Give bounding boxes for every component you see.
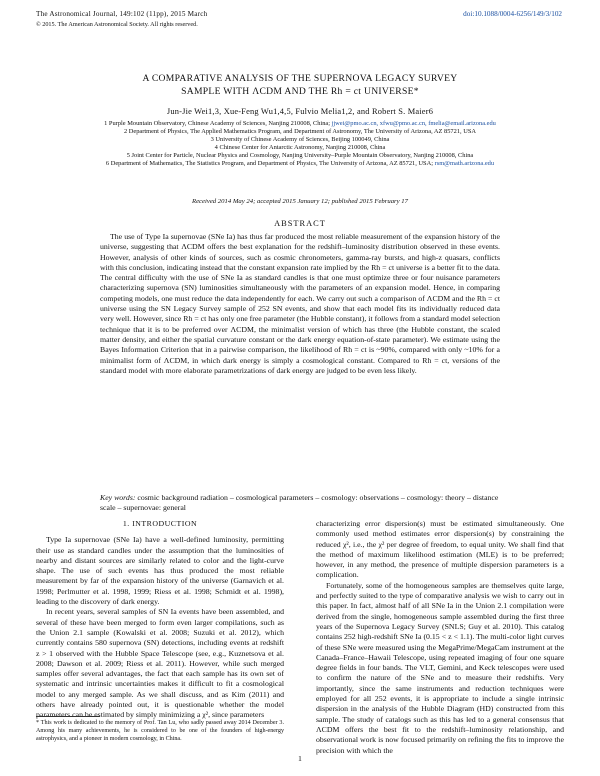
received-dates: Received 2014 May 24; accepted 2015 January 12; published 2015 February 17 (192, 198, 408, 205)
footnote-dedication: * This work is dedicated to the memory of Prof. Tan Lu, who sadly passed away 2014 December 3. Among his many achievements, he is considered to be one of the founders of high-energy astrophysics, and a pioneer in modern cosmology, in China. (36, 720, 284, 742)
copyright-line: © 2015. The American Astronomical Society. All rights reserved. (36, 21, 198, 28)
intro-paragraph-2: In recent years, several samples of SN Ia events have been assembled, and several of these have been merged to form even larger compilations, such as the Union 2.1 sample (Kowalski et al. 2008; Suzuki et al. 2012), which currently contains 580 supernova (SN) detections, including events at redshift z > 1 observed with the Hubble Space Telescope (see, e.g., Kuznetsova et al. 2008; Dawson et al. 2009; Riess et al. 2011). However, while such merged samples offer several advantages, the fact that each sample has its own set of systematic and intrinsic uncertainties makes it difficult to fit a cosmological model to any merged sample. As we shall discuss, and as Kim (2011) and others have already pointed out, it is questionable whether the model parameters can be estimated by simply minimizing a χ², since parameters (36, 607, 284, 720)
affiliation-2: 2 Department of Physics, The Applied Mathematics Program, and Department of Astronomy, The University of Arizona, AZ 85721, USA (123, 128, 476, 135)
affiliation-6-email[interactable]: rsm@math.arizona.edu (434, 160, 495, 167)
intro-paragraph-1: Type Ia supernovae (SNe Ia) have a well-defined luminosity, permitting their use as standard candles under the assumption that the luminosities of nearby and distant sources are similarly related to color and the light-curve shape. The use of such events has thus produced the most reliable measurement by far of the expansion history of the universe (Garnavich et al. 1998; Perlmutter et al. 1998, 1999; Riess et al. 1998; Schmidt et al. 1998), leading to the discovery of dark energy. (36, 535, 284, 607)
left-column (36, 519, 284, 721)
section-heading-introduction: 1. INTRODUCTION (122, 519, 198, 528)
intro-paragraph-4: Fortunately, some of the homogeneous samples are themselves quite large, and perfectly suited to the type of comparative analysis we wish to carry out in this paper. In fact, almost half of all SNe Ia in the Union 2.1 compilation were derived from the single, homogeneous sample assembled during the first three years of the Supernova Legacy Survey (SNLS; Guy et al. 2010). This catalog contains 252 high-redshift SNe Ia (0.15 < z < 1.1). The multi-color light curves of these SNe were measured using the MegaPrime/MegaCam instrument at the Canada–France–Hawaii Telescope, using repeated imaging of four one square degree fields in four bands. The VLT, Gemini, and Keck telescopes were used to confirm the nature of the SNe and to measure their redshifts. Very importantly, since the same instruments and reduction techniques were employed for all 252 events, it is appropriate to include a single intrinsic dispersion in the analysis of the Hubble Diagram (HD) constructed from this sample. The study of catalogs such as this has led to a general consensus that ΛCDM offers the best fit to the redshift–luminosity relationship, and observational work is now focused primarily on refining the fits to improve the precision with which the (316, 580, 564, 755)
paper-title-line-1: A COMPARATIVE ANALYSIS OF THE SUPERNOVA LEGACY SURVEY (142, 73, 458, 84)
affiliation-6-text: 6 Department of Mathematics, The Statistics Program, and Department of Physics, The University of Arizona, AZ 85721, USA; (105, 160, 435, 167)
journal-header: The Astronomical Journal, 149:102 (11pp), 2015 March (36, 10, 208, 18)
affiliation-4: 4 Chinese Center for Antarctic Astronomy, Nanjing 210008, China (214, 144, 386, 151)
right-column (316, 519, 564, 756)
paper-title-line-2: SAMPLE WITH ΛCDM AND THE Rh = ct UNIVERSE* (181, 86, 419, 97)
keywords-label: Key words: (100, 493, 136, 502)
footnote-divider (36, 716, 100, 717)
affiliation-1-text: 1 Purple Mountain Observatory, Chinese Academy of Sciences, Nanjing 210008, China; (104, 120, 332, 127)
affiliation-1-email[interactable]: jjwei@pmo.ac.cn, xfwu@pmo.ac.cn, fmelia@email.arizona.edu (331, 120, 496, 127)
affiliation-1 (0, 120, 600, 128)
page-number: 1 (298, 754, 302, 763)
affiliation-6 (0, 160, 600, 168)
abstract-heading: ABSTRACT (274, 219, 326, 228)
abstract-text: The use of Type Ia supernovae (SNe Ia) has thus far produced the most reliable measurement of the expansion history of the universe, suggesting that ΛCDM offers the best explanation for the redshift–luminosity distribution observed in these events. However, analysis of other kinds of sources, such as cosmic chronometers, gamma-ray bursts, and high-z quasars, conflicts with this conclusion, indicating instead that the constant expansion rate implied by the Rh = ct universe is a better fit to the data. The central difficulty with the use of SNe Ia as standard candles is that one must optimize three or four nuisance parameters characterizing supernova (SN) luminosities simultaneously with the parameters of an expansion model. Hence, in comparing competing models, one must reduce the data independently for each. We carry out such a comparison of ΛCDM and the Rh = ct universe using the SN Legacy Survey sample of 252 SN events, and show that each model fits its individually reduced data very well. However, since Rh = ct has only one free parameter (the Hubble constant), it follows from a standard model selection technique that it is to be preferred over ΛCDM, the minimalist version of which has three (the Hubble constant, the scaled matter density, and either the spatial curvature constant or the dark energy equation-of-state parameter). We estimate using the Bayes Information Criterion that in a pairwise comparison, the likelihood of Rh = ct is ~90%, compared with only ~10% for a minimalist form of ΛCDM, in which dark energy is simply a cosmological constant. Compared to Rh = ct, versions of the standard model with more elaborate parametrizations of dark energy are judged to be even less likely. (100, 232, 500, 375)
keywords-text: cosmic background radiation – cosmological parameters – cosmology: observations – cosmology: theory – distance scale – supernovae: general (100, 493, 499, 513)
author-list: Jun-Jie Wei1,3, Xue-Feng Wu1,4,5, Fulvio Melia1,2, and Robert S. Maier6 (166, 107, 434, 116)
affiliation-3: 3 University of Chinese Academy of Sciences, Beijing 100049, China (210, 136, 390, 143)
doi-link[interactable]: doi:10.1088/0004-6256/149/3/102 (463, 10, 562, 18)
intro-paragraph-3: characterizing error dispersion(s) must be estimated simultaneously. One commonly used method estimates error dispersion(s) by constraining the reduced χ², i.e., the χ² per degree of freedom, to equal unity. We shall find that the method of maximum likelihood estimation (MLE) is to be preferred; however, in any method, the presence of multiple dispersion parameters is a complication. (316, 519, 564, 580)
keywords (100, 493, 500, 514)
abstract-body (100, 232, 500, 376)
affiliation-5: 5 Joint Center for Particle, Nuclear Physics and Cosmology, Nanjing University–Purple Mountain Observatory, Nanjing 210008, China (126, 152, 474, 159)
